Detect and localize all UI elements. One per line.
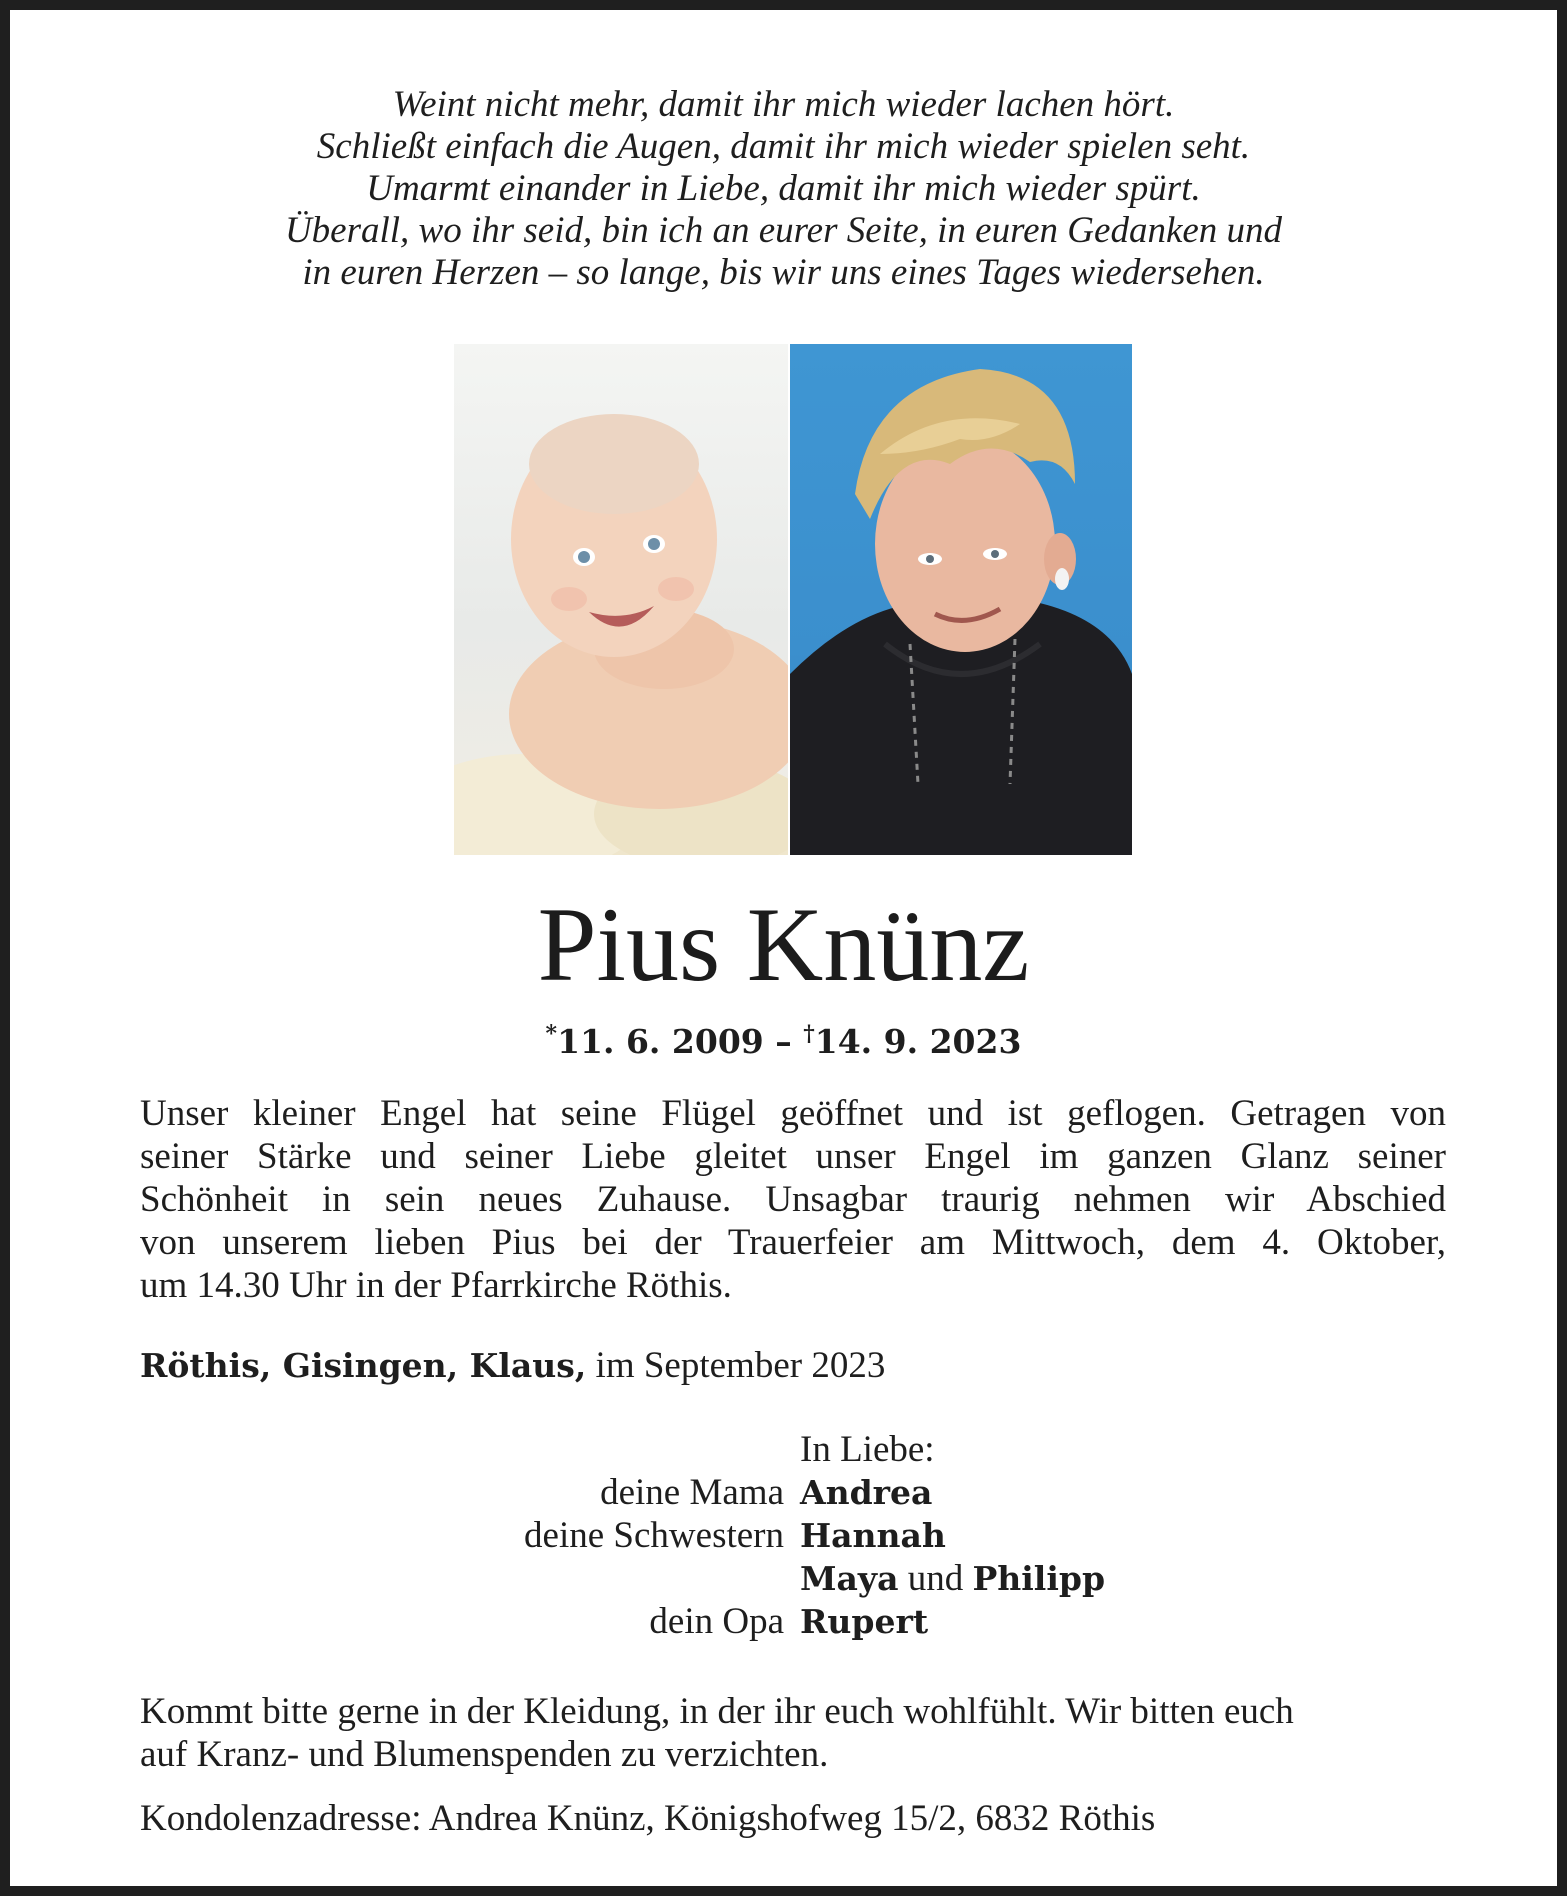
announcement-line: Schönheit in sein neues Zuhause. Unsagbar traurig nehmen wir Abschied xyxy=(140,1179,1446,1220)
deceased-name: Pius Knünz xyxy=(537,886,1030,1003)
family-intro: In Liebe: xyxy=(800,1429,935,1470)
poem-line: Schließt einfach die Augen, damit ihr mich wieder spielen seht. xyxy=(316,126,1251,167)
family-name xyxy=(800,1557,1105,1600)
baby-photo xyxy=(454,344,788,855)
poem-line: Überall, wo ihr seid, bin ich an eurer Seite, in euren Gedanken und xyxy=(284,210,1283,251)
birth-date: 11. 6. 2009 xyxy=(557,1022,764,1061)
birth-symbol: * xyxy=(545,1021,558,1047)
name-mama: Andrea xyxy=(800,1473,933,1512)
relation-label: dein Opa xyxy=(649,1601,784,1642)
announcement-line: um 14.30 Uhr in der Pfarrkirche Röthis. xyxy=(140,1265,732,1306)
photo-pair xyxy=(454,344,1132,855)
month-date: im September 2023 xyxy=(586,1345,886,1386)
life-dates xyxy=(10,1014,1557,1062)
death-date: 14. 9. 2023 xyxy=(814,1022,1022,1061)
family-name xyxy=(800,1514,946,1557)
towns: Röthis, Gisingen, Klaus, xyxy=(140,1346,587,1385)
announcement-text xyxy=(140,1092,1446,1307)
announcement-line: von unserem lieben Pius bei der Trauerfeier am Mittwoch, dem 4. Oktober, xyxy=(140,1222,1446,1263)
family-row xyxy=(10,1514,1567,1557)
closing-line: Kommt bitte gerne in der Kleidung, in der ihr euch wohlfühlt. Wir bitten euch xyxy=(140,1691,1294,1732)
date-separator: – xyxy=(763,1022,804,1061)
family-row xyxy=(10,1471,1567,1514)
family-intro-row xyxy=(10,1428,1567,1471)
poem xyxy=(50,84,1517,294)
closing-note xyxy=(140,1690,1446,1776)
family-row xyxy=(10,1600,1567,1643)
relation-label: deine Mama xyxy=(600,1472,784,1513)
family-list xyxy=(10,1428,1567,1643)
family-row xyxy=(10,1557,1567,1600)
relation-label: deine Schwestern xyxy=(524,1515,784,1556)
poem-line: Umarmt einander in Liebe, damit ihr mich wieder spürt. xyxy=(366,168,1201,209)
poem-line: Weint nicht mehr, damit ihr mich wieder lachen hört. xyxy=(392,84,1175,125)
name-hannah: Hannah xyxy=(800,1516,946,1555)
announcement-line: seiner Stärke und seiner Liebe gleitet unser Engel im ganzen Glanz seiner xyxy=(140,1136,1446,1177)
name-rupert: Rupert xyxy=(800,1602,929,1641)
name-maya: Maya xyxy=(800,1559,899,1598)
death-symbol: † xyxy=(803,1021,815,1047)
name-connector: und xyxy=(898,1558,973,1599)
poem-line: in euren Herzen – so lange, bis wir uns eines Tages wiedersehen. xyxy=(302,252,1265,293)
family-name xyxy=(800,1600,928,1643)
family-name xyxy=(800,1471,932,1514)
condolence-address: Kondolenzadresse: Andrea Knünz, Königshofweg 15/2, 6832 Röthis xyxy=(140,1798,1156,1839)
name-philipp: Philipp xyxy=(972,1559,1106,1598)
closing-line: auf Kranz- und Blumenspenden zu verzichten. xyxy=(140,1734,829,1775)
place-and-date xyxy=(140,1344,885,1387)
announcement-line: Unser kleiner Engel hat seine Flügel geöffnet und ist geflogen. Getragen von xyxy=(140,1093,1446,1134)
boy-photo xyxy=(790,344,1132,855)
